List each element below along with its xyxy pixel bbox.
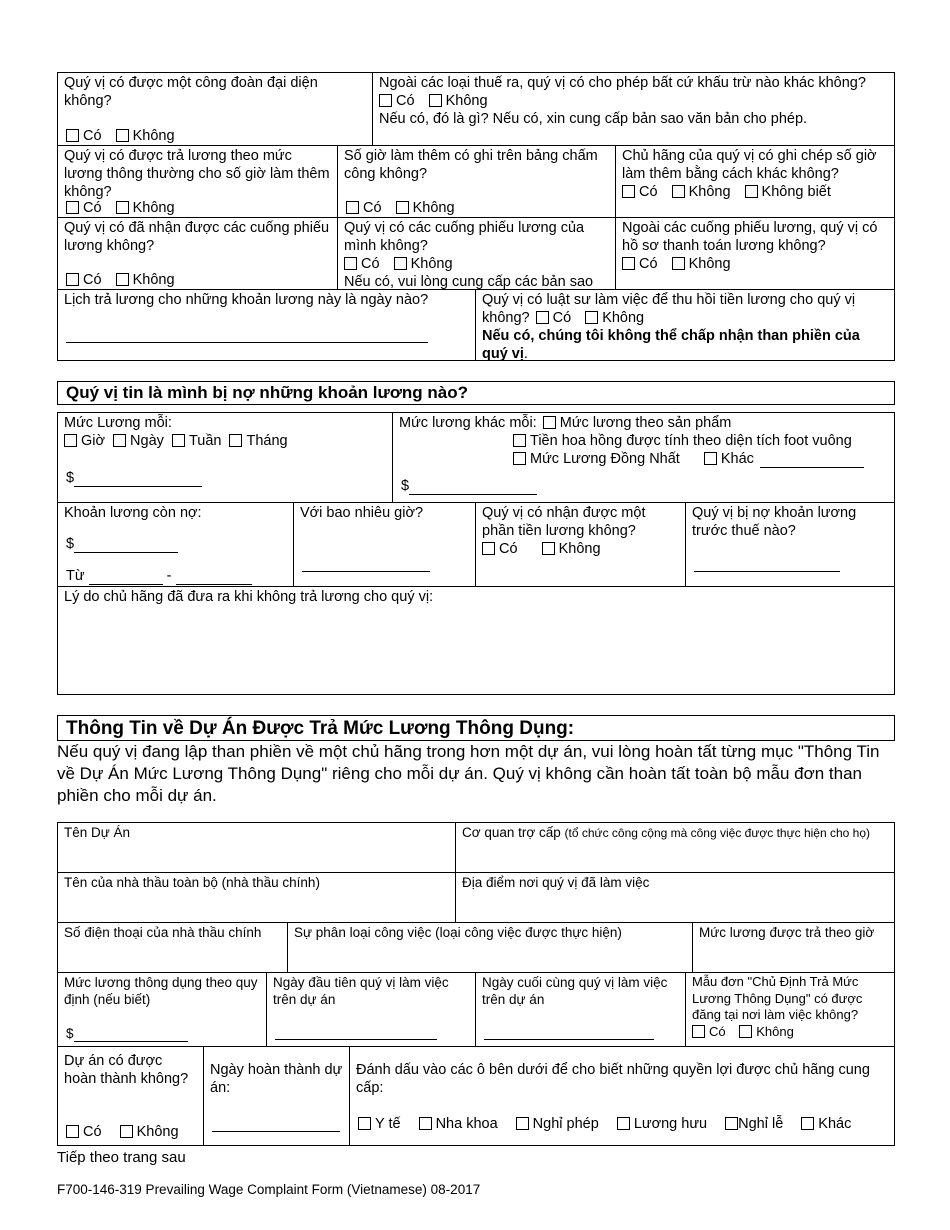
other-rate-checkbox[interactable] xyxy=(704,452,717,465)
piece-rate-checkbox[interactable] xyxy=(543,416,556,429)
deductions-note: Nếu có, đó là gì? Nếu có, xin cung cấp bản sao văn bản cho phép. xyxy=(379,111,808,127)
union-question: Quý vị có được một công đoàn đại diện không? xyxy=(64,75,318,109)
owed-cell: Khoản lương còn nợ: $ Từ - xyxy=(57,502,294,587)
have-paystubs-question: Quý vị có các cuống phiếu lương của mình không? xyxy=(344,220,585,254)
completed-yes-checkbox[interactable] xyxy=(66,1125,79,1138)
wages-section-title: Quý vị tin là mình bị nợ những khoản lương nào? xyxy=(57,381,895,405)
paystubs-no-checkbox[interactable] xyxy=(116,273,129,286)
last-day-label: Ngày cuối cùng quý vị làm việc trên dự án xyxy=(482,975,668,1007)
owed-amount-field[interactable] xyxy=(74,538,178,553)
hours-field[interactable] xyxy=(302,557,430,572)
continued-note: Tiếp theo trang sau xyxy=(57,1149,186,1166)
completion-date-cell xyxy=(203,1046,350,1146)
project-intro: Nếu quý vị đang lập than phiền về một chủ hãng trong hơn một dự án, vui lòng hoàn tất từng mục "Thông Tin về Dự Án Mức Lương Thông Dụng" riêng cho mỗi dự án. Quý vị không cần hoàn tất toàn bộ mẫu đơn than phiền cho mỗi dự án. xyxy=(57,742,880,805)
flat-rate-label: Mức Lương Đồng Nhất xyxy=(530,451,680,467)
lawyer-yes-checkbox[interactable] xyxy=(536,311,549,324)
partial-yes-checkbox[interactable] xyxy=(482,542,495,555)
posted-no-checkbox[interactable] xyxy=(739,1025,752,1038)
have-paystubs-note: Nếu có, vui lòng cung cấp các bản sao xyxy=(344,274,594,290)
benefit-other-checkbox[interactable] xyxy=(801,1117,814,1130)
hourly-rate-cell[interactable] xyxy=(692,922,895,973)
regular-rate-cell: Quý vị có được trả lương theo mức lương thông thường cho số giờ làm thêm không? Có Không xyxy=(57,145,338,218)
benefits-question: Đánh dấu vào các ô bên dưới để cho biết những quyền lợi được chủ hãng cung cấp: xyxy=(356,1062,870,1096)
employer-record-cell: Chủ hãng của quý vị có ghi chép số giờ làm thêm bằng cách khác không? Có Không Không biết xyxy=(615,145,895,218)
payment-records-question: Ngoài các cuống phiếu lương, quý vị có hồ sơ thanh toán lương không? xyxy=(622,220,878,254)
payment-records-no-checkbox[interactable] xyxy=(672,257,685,270)
commission-checkbox[interactable] xyxy=(513,434,526,447)
rate-hour-checkbox[interactable] xyxy=(64,434,77,447)
awarding-body-cell[interactable] xyxy=(455,822,895,873)
other-rate-field[interactable] xyxy=(760,453,864,468)
overtime-recorded-cell: Số giờ làm thêm có ghi trên bảng chấm công không? Có Không xyxy=(337,145,616,218)
employer-record-question: Chủ hãng của quý vị có ghi chép số giờ làm thêm bằng cách khác không? xyxy=(622,148,877,182)
deductions-question: Ngoài các loại thuế ra, quý vị có cho phép bất cứ khấu trừ nào khác không? xyxy=(379,75,866,91)
completed-question: Dự án có được hoàn thành không? xyxy=(64,1053,189,1087)
piece-rate-label: Mức lương theo sản phẩm xyxy=(559,415,732,431)
contractor-phone-cell[interactable] xyxy=(57,922,288,973)
completed-cell: Dự án có được hoàn thành không? Có Không xyxy=(57,1046,204,1146)
first-day-field[interactable] xyxy=(275,1025,437,1040)
overtime-recorded-question: Số giờ làm thêm có ghi trên bảng chấm công không? xyxy=(344,148,598,182)
form-id: F700-146-319 Prevailing Wage Complaint Form (Vietnamese) 08-2017 xyxy=(57,1182,481,1197)
work-location-label: Địa điểm nơi quý vị đã làm việc xyxy=(462,875,650,890)
completion-date-label: Ngày hoàn thành dự án: xyxy=(210,1062,343,1096)
owed-from-field[interactable] xyxy=(89,570,163,585)
rate-cell: Mức Lương mỗi: Giờ Ngày Tuần Tháng $ xyxy=(57,412,393,503)
gross-cell xyxy=(685,502,895,587)
regular-rate-yes-checkbox[interactable] xyxy=(66,201,79,214)
deductions-cell: Ngoài các loại thuế ra, quý vị có cho phép bất cứ khấu trừ nào khác không? Có Không Nếu có, đó là gì? Nếu có, xin cung cấp bản sao văn bản cho phép. xyxy=(372,72,895,146)
prime-contractor-cell[interactable] xyxy=(57,872,456,923)
deductions-yes-checkbox[interactable] xyxy=(379,94,392,107)
pay-schedule-field[interactable] xyxy=(66,328,428,343)
lawyer-question: Quý vị có luật sư làm việc để thu hồi tiền lương cho quý vị không? xyxy=(482,292,856,326)
awarding-body-label: Cơ quan trợ cấp xyxy=(462,825,561,840)
payment-records-yes-checkbox[interactable] xyxy=(622,257,635,270)
hours-label: Với bao nhiêu giờ? xyxy=(300,505,424,521)
benefit-health-checkbox[interactable] xyxy=(358,1117,371,1130)
benefit-holiday-checkbox[interactable] xyxy=(725,1117,738,1130)
reason-label: Lý do chủ hãng đã đưa ra khi không trả lương cho quý vị: xyxy=(64,589,434,605)
posted-cell: Mẫu đơn "Chủ Định Trả Mức Lương Thông Dụng" có được đăng tại nơi làm việc không? Có Không xyxy=(685,972,895,1047)
rate-month-checkbox[interactable] xyxy=(229,434,242,447)
rate-week-checkbox[interactable] xyxy=(172,434,185,447)
last-day-cell xyxy=(475,972,686,1047)
project-name-cell[interactable] xyxy=(57,822,456,873)
rate-day-checkbox[interactable] xyxy=(113,434,126,447)
overtime-recorded-no-checkbox[interactable] xyxy=(396,201,409,214)
classification-label: Sự phân loại công việc (loại công việc được thực hiện) xyxy=(294,925,622,940)
lawyer-cell: Quý vị có luật sư làm việc để thu hồi tiền lương cho quý vị không? Có Không Nếu có, chúng tôi không thể chấp nhận than phiền của quý vị. xyxy=(475,289,895,361)
hours-cell xyxy=(293,502,476,587)
owed-label: Khoản lương còn nợ: xyxy=(64,505,202,521)
prevailing-rate-label: Mức lương thông dụng theo quy định (nếu biết) xyxy=(64,975,258,1007)
paystubs-cell: Quý vị có đã nhận được các cuống phiếu lương không? Có Không xyxy=(57,217,338,290)
partial-cell: Quý vị có nhận được một phần tiền lương không? Có Không xyxy=(475,502,686,587)
project-name-label: Tên Dự Án xyxy=(64,825,131,840)
prevailing-rate-cell: Mức lương thông dụng theo quy định (nếu biết) $ xyxy=(57,972,267,1047)
reason-cell[interactable] xyxy=(57,586,895,695)
union-cell: Quý vị có được một công đoàn đại diện không? Có Không xyxy=(57,72,373,146)
prevailing-rate-field[interactable] xyxy=(74,1027,188,1042)
posted-yes-checkbox[interactable] xyxy=(692,1025,705,1038)
benefit-dental-checkbox[interactable] xyxy=(419,1117,432,1130)
work-location-cell[interactable] xyxy=(455,872,895,923)
lawyer-no-checkbox[interactable] xyxy=(585,311,598,324)
paystubs-question: Quý vị có đã nhận được các cuống phiếu lương không? xyxy=(64,220,330,254)
project-section-title: Thông Tin về Dự Án Được Trả Mức Lương Thông Dụng: xyxy=(57,715,895,741)
gross-field[interactable] xyxy=(694,557,840,572)
benefits-cell: Đánh dấu vào các ô bên dưới để cho biết những quyền lợi được chủ hãng cung cấp: Y tế Nha khoa Nghỉ phép Lương hưu Nghỉ lễ Khác xyxy=(349,1046,895,1146)
have-paystubs-cell: Quý vị có các cuống phiếu lương của mình không? Có Không Nếu có, vui lòng cung cấp các bản sao xyxy=(337,217,616,290)
completion-date-field[interactable] xyxy=(212,1117,340,1132)
paystubs-yes-checkbox[interactable] xyxy=(66,273,79,286)
lawyer-note: Nếu có, chúng tôi không thể chấp nhận than phiền của quý vị xyxy=(482,328,860,362)
other-rate-cell: Mức lương khác mỗi: Mức lương theo sản phẩm Tiền hoa hồng được tính theo diện tích foot vuông Mức Lương Đồng Nhất Khác $ xyxy=(392,412,895,503)
owed-to-field[interactable] xyxy=(176,570,252,585)
regular-rate-question: Quý vị có được trả lương theo mức lương thông thường cho số giờ làm thêm không? xyxy=(64,148,330,200)
pay-schedule-question: Lịch trả lương cho những khoản lương này là ngày nào? xyxy=(64,292,429,308)
regular-rate-no-checkbox[interactable] xyxy=(116,201,129,214)
rate-amount-field[interactable] xyxy=(74,472,202,487)
union-yes-checkbox[interactable] xyxy=(66,129,79,142)
other-rate-option-label: Khác xyxy=(720,451,754,467)
gross-question: Quý vị bị nợ khoản lương trước thuế nào? xyxy=(692,505,857,539)
employer-record-yes-checkbox[interactable] xyxy=(622,185,635,198)
other-rate-amount-field[interactable] xyxy=(409,480,537,495)
last-day-field[interactable] xyxy=(484,1025,654,1040)
other-rate-label: Mức lương khác mỗi: xyxy=(399,415,537,431)
partial-no-checkbox[interactable] xyxy=(542,542,555,555)
deductions-no-checkbox[interactable] xyxy=(429,94,442,107)
awarding-body-note: (tổ chức công cộng mà công việc được thực hiện cho họ) xyxy=(564,826,870,840)
partial-question: Quý vị có nhận được một phần tiền lương không? xyxy=(482,505,646,539)
benefit-pension-checkbox[interactable] xyxy=(617,1117,630,1130)
overtime-recorded-yes-checkbox[interactable] xyxy=(346,201,359,214)
payment-records-cell: Ngoài các cuống phiếu lương, quý vị có hồ sơ thanh toán lương không? Có Không xyxy=(615,217,895,290)
first-day-label: Ngày đầu tiên quý vị làm việc trên dự án xyxy=(273,975,449,1007)
first-day-cell xyxy=(266,972,476,1047)
have-paystubs-no-checkbox[interactable] xyxy=(394,257,407,270)
union-no-checkbox[interactable] xyxy=(116,129,129,142)
flat-rate-checkbox[interactable] xyxy=(513,452,526,465)
commission-label: Tiền hoa hồng được tính theo diện tích foot vuông xyxy=(530,433,852,449)
hourly-rate-label: Mức lương được trả theo giờ xyxy=(699,925,875,940)
benefit-vacation-checkbox[interactable] xyxy=(516,1117,529,1130)
posted-question: Mẫu đơn "Chủ Định Trả Mức Lương Thông Dụng" có được đăng tại nơi làm việc không? xyxy=(692,974,863,1022)
prime-contractor-label: Tên của nhà thầu toàn bộ (nhà thầu chính) xyxy=(64,875,320,890)
contractor-phone-label: Số điện thoại của nhà thầu chính xyxy=(64,925,262,940)
employer-record-dont-know-checkbox[interactable] xyxy=(745,185,758,198)
classification-cell[interactable] xyxy=(287,922,693,973)
pay-schedule-cell xyxy=(57,289,476,361)
completed-no-checkbox[interactable] xyxy=(120,1125,133,1138)
employer-record-no-checkbox[interactable] xyxy=(672,185,685,198)
have-paystubs-yes-checkbox[interactable] xyxy=(344,257,357,270)
rate-label: Mức Lương mỗi: xyxy=(64,415,172,431)
